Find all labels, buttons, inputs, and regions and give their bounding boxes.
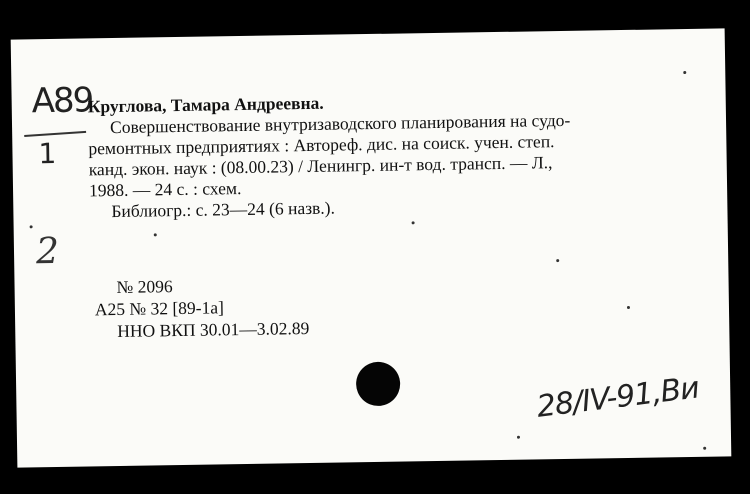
registry-office: ННО ВКП 30.01—3.02.89 — [117, 317, 310, 341]
ink-speck — [30, 225, 33, 228]
description-line-1: Совершенствование внутризаводского планирования на судо- — [109, 109, 571, 138]
catalog-card — [11, 28, 732, 467]
handwritten-note: 2 — [35, 230, 60, 273]
punch-hole — [356, 362, 401, 407]
ink-speck — [683, 71, 686, 74]
ink-speck — [556, 259, 559, 262]
registry-code: А25 № 32 [89-1а] — [94, 297, 225, 320]
ink-speck — [154, 233, 157, 236]
bibliography-note: Библиогр.: с. 23—24 (6 назв.). — [111, 197, 336, 222]
call-number-main: А89 — [31, 80, 93, 122]
registry-number: № 2096 — [116, 276, 173, 297]
call-number-sub: 1 — [38, 136, 57, 171]
description-line-3: канд. экон. наук : (08.00.23) / Ленингр. ин-т вод. трансп. — Л., — [88, 152, 553, 180]
ink-speck — [412, 221, 415, 224]
author-heading: Круглова, Тамара Андреевна. — [87, 92, 324, 117]
description-line-4: 1988. — 24 с. : схем. — [88, 178, 242, 201]
ink-speck — [703, 447, 706, 450]
handwritten-date: 28/IV-91,Ви — [534, 370, 701, 425]
ink-speck — [517, 436, 520, 439]
description-line-2: ремонтных предприятиях : Автореф. дис. на соиск. учен. степ. — [88, 131, 555, 159]
ink-speck — [627, 306, 630, 309]
